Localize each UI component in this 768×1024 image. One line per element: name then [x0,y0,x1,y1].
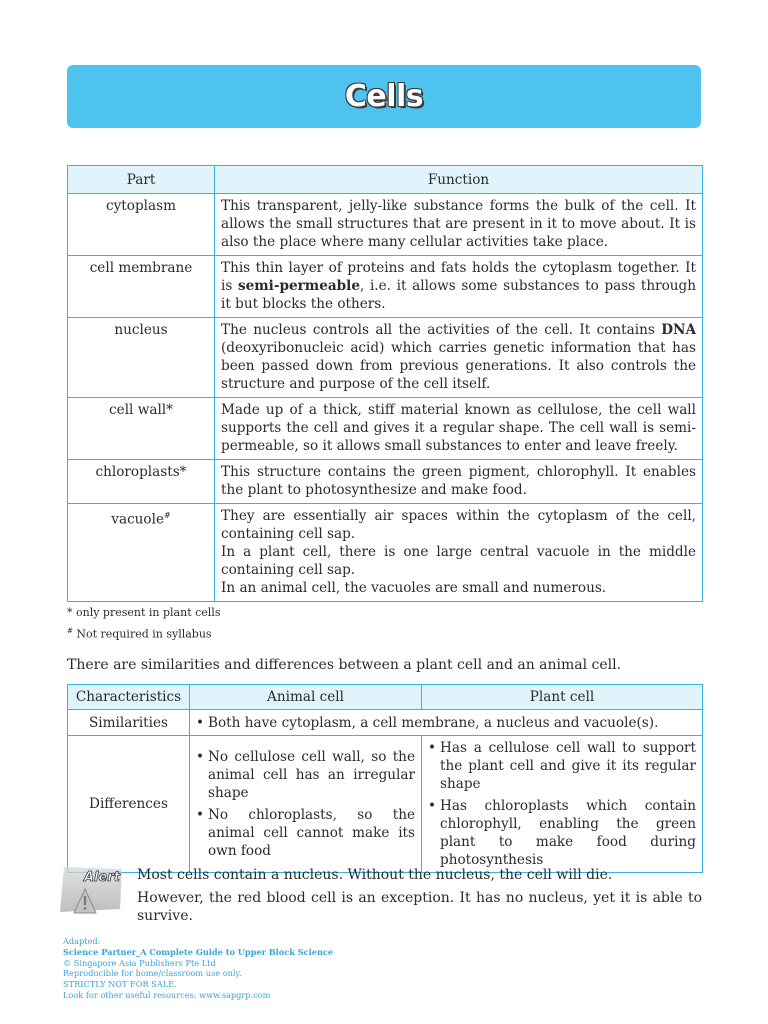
list-item: • No chloroplasts, so the animal cell cannot make its own food [196,806,415,860]
similarities-cell [190,710,703,736]
list-item: • Has a cellulose cell wall to support the plant cell and give it its regular shape [428,739,696,793]
table-header-row [68,685,703,710]
row-label-similarities: Similarities [68,710,190,736]
comparison-intro: There are similarities and differences between a plant cell and an animal cell. [67,657,622,673]
function-line: In an animal cell, the vacuoles are small and numerous. [221,580,607,596]
alert-box [137,866,702,930]
page-title: Cells [344,79,424,114]
table-row [68,194,703,256]
table-row [68,460,703,504]
function-cell: This structure contains the green pigment, chlorophyll. It enables the plant to photosynthesize and make food. [215,460,703,504]
column-header-characteristics: Characteristics [68,685,190,710]
alert-icon [58,865,124,915]
table-row [68,504,703,602]
key-term: DNA [661,322,696,338]
function-text: , i.e. it allows some substances to pass through it but blocks the others. [221,278,696,312]
function-line: They are essentially air spaces within the cytoplasm of the cell, containing cell sap. [221,508,696,542]
function-line: In a plant cell, there is one large central vacuole in the middle containing cell sap. [221,544,696,578]
list-item: • Both have cytoplasm, a cell membrane, a nucleus and vacuole(s). [196,714,696,732]
column-header-animal-cell: Animal cell [190,685,422,710]
title-banner [67,65,701,128]
table-header-row [68,166,703,194]
table-row [68,710,703,736]
credit-copyright: © Singapore Asia Publishers Pte Ltd [63,957,216,968]
credit-adapted: Adapted: [63,936,101,946]
row-label-differences: Differences [68,736,190,873]
credit-resources: Look for other useful resources: www.sapgrp.com [63,989,271,1000]
table-row [68,736,703,873]
function-text: The nucleus controls all the activities of the cell. It contains [221,322,655,338]
source-credits [63,936,333,1001]
function-cell: This transparent, jelly-like substance forms the bulk of the cell. It allows the small structures that are present in it to move about. It is also the place where many cellular activities take place. [215,194,703,256]
cell-parts-table [67,165,703,602]
credit-book-title [63,947,333,958]
function-cell: Made up of a thick, stiff material known as cellulose, the cell wall supports the cell and gives it a regular shape. The cell wall is semi-permeable, so it allows small substances to enter and leave freely. [215,398,703,460]
alert-line: However, the red blood cell is an exception. It has no nucleus, yet it is able to survive. [137,890,702,924]
table-row [68,398,703,460]
book-title: Science Partner_A Complete Guide to Upper Block Science [63,946,334,957]
list-item: • No cellulose cell wall, so the animal cell has an irregular shape [196,748,415,802]
alert-label: Alert [84,870,120,885]
part-cell: cytoplasm [68,194,215,256]
part-name: vacuole [111,511,165,528]
column-header-part: Part [68,166,215,194]
column-header-plant-cell: Plant cell [422,685,703,710]
animal-differences-cell [190,736,422,873]
part-cell: cell membrane [68,256,215,318]
function-cell [215,318,703,398]
footnote-plant-only: * only present in plant cells [67,606,221,619]
footnote-not-required [67,622,220,644]
credit-not-for-sale: STRICTLY NOT FOR SALE. [63,979,177,990]
part-cell: chloroplasts* [68,460,215,504]
footnotes [67,604,220,644]
function-cell [215,504,703,602]
part-cell: cell wall* [68,398,215,460]
footnote-mark: # [164,511,171,520]
list-item: • Has chloroplasts which contain chlorophyll, enabling the green plant to make food during photosynthesis [428,797,696,869]
part-cell: nucleus [68,318,215,398]
function-cell [215,256,703,318]
table-row [68,318,703,398]
credit-usage: Reproducible for home/classroom use only. [63,968,242,979]
function-text: This thin layer of proteins and fats holds the cytoplasm together. It is [221,260,696,294]
comparison-table [67,684,703,873]
alert-line: Most cells contain a nucleus. Without the nucleus, the cell will die. [137,867,613,883]
plant-differences-cell [422,736,703,873]
function-text: (deoxyribonucleic acid) which carries genetic information that has been passed down from previous generations. It also controls the structure and purpose of the cell itself. [221,340,696,392]
column-header-function: Function [215,166,703,194]
footnote-mark: # [67,627,73,635]
table-row [68,256,703,318]
part-cell [68,504,215,602]
key-term: semi-permeable [238,278,360,294]
footnote-text: Not required in syllabus [72,627,212,641]
